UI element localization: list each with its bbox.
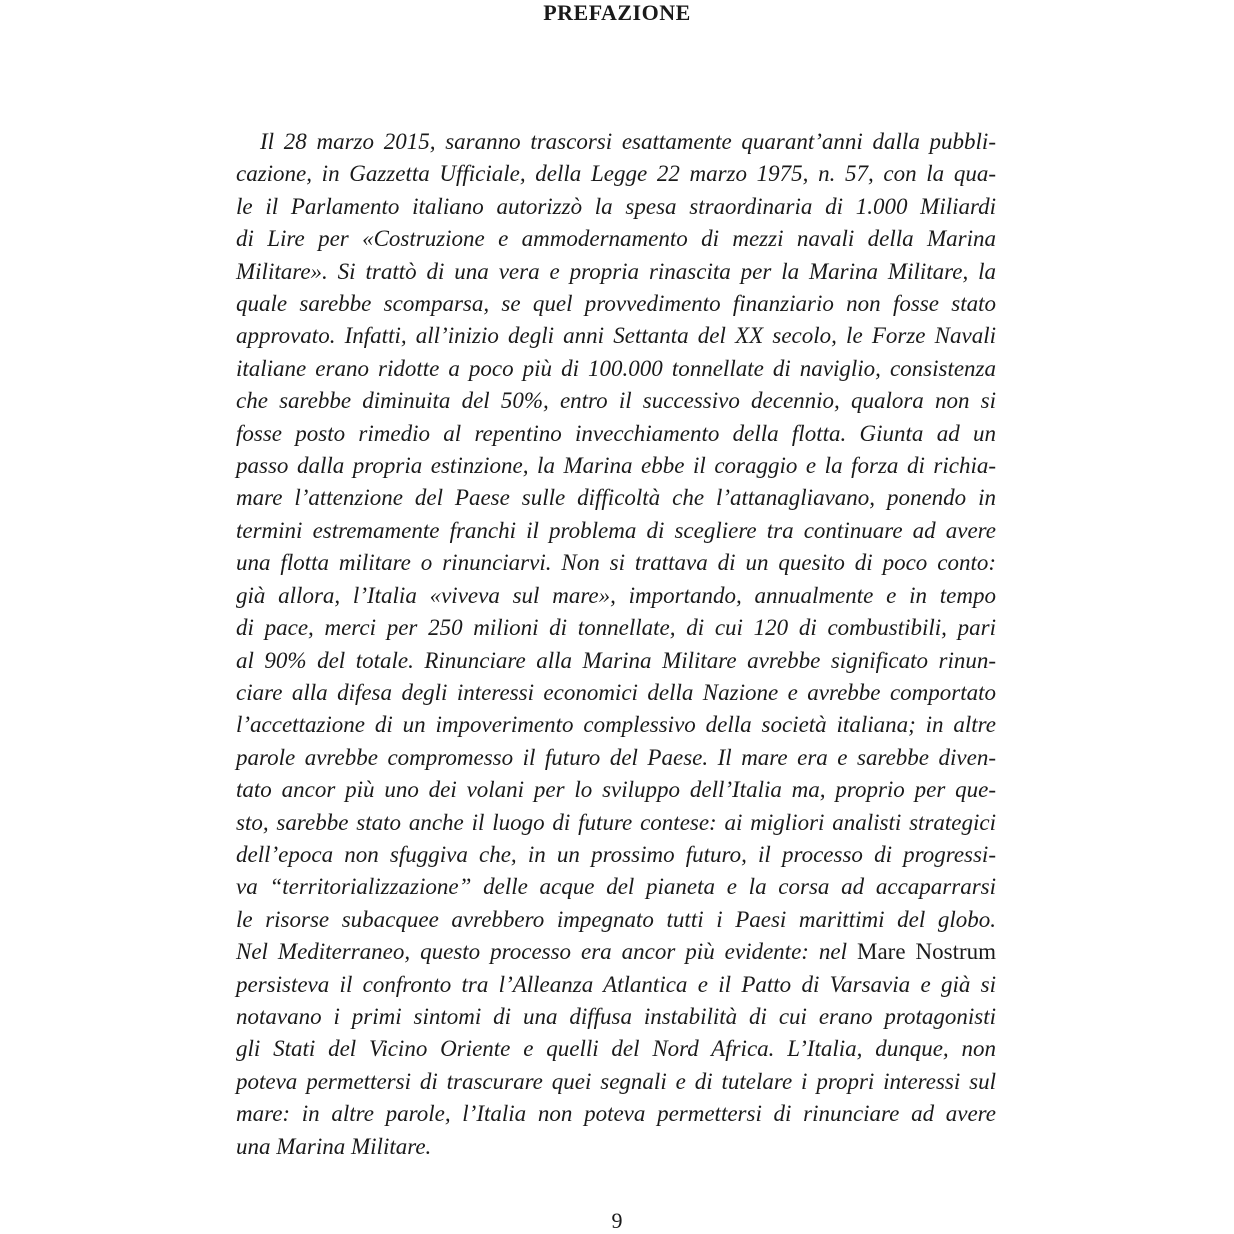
text-line: le risorse subacquee avrebbero impegnato tutti i Paesi marittimi del globo. — [236, 906, 996, 932]
text-line: approvato. Infatti, all’inizio degli anni Settanta del XX secolo, le Forze Navali — [236, 323, 996, 349]
text-line: di Lire per «Costruzione e ammodernamento di mezzi navali della Marina — [236, 226, 996, 252]
text-line: Militare». Si trattò di una vera e propria rinascita per la Marina Militare, la — [236, 258, 996, 284]
page-number: 9 — [611, 1208, 623, 1233]
text-line: al 90% del totale. Rinunciare alla Marina Militare avrebbe significato rinun- — [236, 647, 996, 673]
text-line: cazione, in Gazzetta Ufficiale, della Legge 22 marzo 1975, n. 57, con la qua- — [236, 161, 996, 187]
text-line-mare-nostrum — [236, 936, 996, 968]
text-line: mare: in altre parole, l’Italia non poteva permettersi di rinunciare ad avere — [236, 1101, 996, 1127]
text-line: poteva permettersi di trascurare quei segnali e di tutelare i propri interessi sul — [236, 1068, 996, 1094]
text-line: già allora, l’Italia «viveva sul mare», importando, annualmente e in tempo — [236, 582, 996, 608]
text-line: notavano i primi sintomi di una diffusa instabilità di cui erano protagonisti — [236, 1003, 996, 1029]
text-line: quale sarebbe scomparsa, se quel provvedimento finanziario non fosse stato — [236, 291, 996, 317]
text-line: le il Parlamento italiano autorizzò la spesa straordinaria di 1.000 Miliardi — [236, 193, 996, 219]
text-line: passo dalla propria estinzione, la Marina ebbe il coraggio e la forza di richia- — [236, 453, 996, 479]
text-line: parole avrebbe compromesso il futuro del Paese. Il mare era e sarebbe diven- — [236, 744, 996, 770]
text-line: dell’epoca non sfuggiva che, in un prossimo futuro, il processo di progressi- — [236, 841, 996, 867]
text-line: italiane erano ridotte a poco più di 100.000 tonnellate di naviglio, consistenza — [236, 355, 996, 381]
text-line: va “territorializzazione” delle acque del pianeta e la corsa ad accaparrarsi — [236, 874, 996, 900]
text-line: tato ancor più uno dei volani per lo sviluppo dell’Italia ma, proprio per que- — [236, 777, 996, 803]
text-line: mare l’attenzione del Paese sulle difficoltà che l’attanagliavano, ponendo in — [236, 485, 996, 511]
text-line: una flotta militare o rinunciarvi. Non si trattava di un quesito di poco conto: — [236, 550, 996, 576]
text-line-last: una Marina Militare. — [236, 1133, 432, 1159]
text-fragment: Nel Mediterraneo, questo processo era ancor più evidente: nel — [236, 939, 857, 965]
text-line: che sarebbe diminuita del 50%, entro il successivo decennio, qualora non si — [236, 388, 996, 414]
text-line: fosse posto rimedio al repentino invecchiamento della flotta. Giunta ad un — [236, 420, 996, 446]
text-line: l’accettazione di un impoverimento complessivo della società italiana; in altre — [236, 712, 996, 738]
text-line: di pace, merci per 250 milioni di tonnellate, di cui 120 di combustibili, pari — [236, 615, 996, 641]
text-line: sto, sarebbe stato anche il luogo di future contese: ai migliori analisti strategici — [236, 809, 996, 835]
preface-body — [236, 126, 996, 1163]
text-line: persisteva il confronto tra l’Alleanza Atlantica e il Patto di Varsavia e già si — [236, 971, 996, 997]
mare-nostrum-term: Mare Nostrum — [857, 939, 997, 965]
text-line: Il 28 marzo 2015, saranno trascorsi esattamente quarant’anni dalla pubbli- — [260, 129, 996, 154]
text-line: gli Stati del Vicino Oriente e quelli del Nord Africa. L’Italia, dunque, non — [236, 1036, 996, 1062]
text-line: termini estremamente franchi il problema di scegliere tra continuare ad avere — [236, 517, 996, 543]
text-line: ciare alla difesa degli interessi economici della Nazione e avrebbe comportato — [236, 679, 996, 705]
page-title: PREFAZIONE — [543, 0, 691, 25]
